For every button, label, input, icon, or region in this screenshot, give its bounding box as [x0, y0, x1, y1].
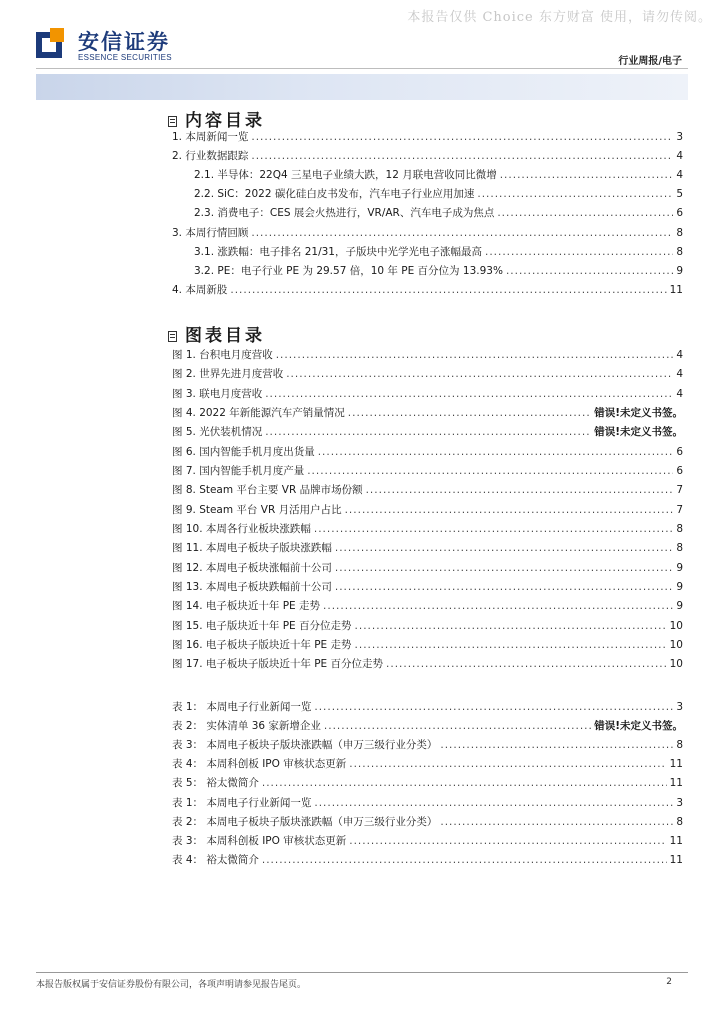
- contents-entry[interactable]: [172, 147, 683, 165]
- figures-entry-label: 图 8. Steam 平台主要 VR 品牌市场份额: [172, 484, 363, 497]
- contents-entry-page: 6: [676, 207, 683, 220]
- figures-entry-label: 图 17. 电子板块子版块近十年 PE 百分位走势: [172, 658, 384, 671]
- figures-entry[interactable]: [172, 617, 683, 635]
- figures-entry-page: 8: [676, 542, 683, 555]
- contents-entry[interactable]: [172, 281, 683, 299]
- contents-entry[interactable]: [194, 243, 683, 261]
- tables-entry[interactable]: [172, 736, 683, 754]
- figures-entry-label: 图 3. 联电月度营收: [172, 387, 263, 400]
- tables-entry-label: 表 5： 裕太微简介: [172, 777, 259, 790]
- contents-entry-page: 11: [669, 283, 683, 296]
- dot-leader: [251, 224, 673, 242]
- figures-entry[interactable]: [172, 636, 683, 654]
- tables-entry-label: 表 3： 本周电子板块子版块涨跌幅（申万三级行业分类）: [172, 739, 438, 752]
- figures-entry-label: 图 9. Steam 平台 VR 月活用户占比: [172, 503, 342, 516]
- figures-entry[interactable]: [172, 578, 683, 596]
- figures-entry-page: 错误!未定义书签。: [594, 406, 683, 419]
- figures-entry-label: 图 10. 本周各行业板块涨跌幅: [172, 522, 311, 535]
- figures-entry-page: 9: [676, 561, 683, 574]
- figures-entry-page: 7: [676, 503, 683, 516]
- header-band: [36, 74, 688, 100]
- tables-entry[interactable]: [172, 851, 683, 869]
- tables-entry-page: 11: [669, 834, 683, 847]
- tables-entry-page: 11: [669, 758, 683, 771]
- tables-entry-page: 11: [669, 777, 683, 790]
- dot-leader: [485, 243, 673, 261]
- figures-entry[interactable]: [172, 423, 683, 441]
- tables-entry-label: 表 1： 本周电子行业新闻一览: [172, 701, 312, 713]
- tables-entry-page: 3: [676, 796, 683, 809]
- contents-entry[interactable]: [194, 204, 683, 222]
- page-number: 2: [666, 977, 672, 987]
- figures-entry-label: 图 11. 本周电子板块子版块涨跌幅: [172, 542, 332, 555]
- figures-entry[interactable]: [172, 443, 683, 461]
- tables-entry-label: 表 2： 实体清单 36 家新增企业: [172, 720, 321, 733]
- figures-title: [168, 321, 265, 346]
- dot-leader: [314, 520, 673, 538]
- dot-leader: [355, 617, 667, 635]
- contents-entry-label: 1. 本周新闻一览: [172, 131, 249, 143]
- figures-entry[interactable]: [172, 539, 683, 557]
- figures-entry-page: 9: [676, 600, 683, 613]
- dot-leader: [262, 851, 667, 869]
- contents-entry[interactable]: [194, 262, 683, 280]
- dot-leader: [440, 736, 673, 754]
- footer-disclaimer: 本报告版权属于安信证券股份有限公司，各项声明请参见报告尾页。: [36, 980, 307, 990]
- figures-entry-label: 图 7. 国内智能手机月度产量: [172, 464, 305, 477]
- tables-entry-label: 表 2： 本周电子板块子版块涨跌幅（申万三级行业分类）: [172, 815, 438, 828]
- figures-entry-page: 10: [669, 619, 683, 632]
- dot-leader: [314, 794, 673, 812]
- header-divider: [36, 68, 688, 69]
- dot-leader: [251, 128, 673, 146]
- tables-entry-label: 表 4： 裕太微简介: [172, 853, 259, 866]
- tables-entry-page: 11: [669, 853, 683, 866]
- figures-entry-page: 8: [676, 522, 683, 535]
- contents-entry[interactable]: [194, 185, 683, 203]
- figures-entry[interactable]: [172, 597, 683, 615]
- figures-entry[interactable]: [172, 404, 683, 422]
- dot-leader: [314, 698, 673, 716]
- dot-leader: [477, 185, 673, 203]
- brand-name-en: ESSENCE SECURITIES: [78, 53, 172, 62]
- contents-entry[interactable]: [172, 224, 683, 242]
- document-icon: [168, 331, 177, 342]
- dot-leader: [307, 462, 673, 480]
- contents-entry-label: 2.1. 半导体：22Q4 三星电子业绩大跌，12 月联电营收同比微增: [194, 169, 497, 182]
- dot-leader: [276, 346, 674, 364]
- figures-entry[interactable]: [172, 559, 683, 577]
- dot-leader: [335, 578, 673, 596]
- figures-entry-label: 图 14. 电子板块近十年 PE 走势: [172, 600, 321, 613]
- figures-entry[interactable]: [172, 501, 683, 519]
- dot-leader: [440, 813, 673, 831]
- contents-entry-page: 3: [676, 131, 683, 143]
- dot-leader: [324, 717, 591, 735]
- contents-entry-page: 9: [676, 264, 683, 277]
- contents-entry-label: 3.1. 涨跌幅：电子排名 21/31，子版块中光学光电子涨幅最高: [194, 245, 482, 258]
- figures-entry-page: 10: [669, 658, 683, 671]
- figures-entry-page: 6: [676, 445, 683, 458]
- contents-entry-label: 3. 本周行情回顾: [172, 226, 249, 239]
- dot-leader: [262, 774, 667, 792]
- tables-entry[interactable]: [172, 774, 683, 792]
- watermark: 本报告仅供 Choice 东方财富 使用，请勿传阅。: [407, 10, 712, 25]
- brand-name-cn: 安信证券: [78, 30, 170, 54]
- contents-entry-page: 5: [676, 188, 683, 201]
- contents-entry[interactable]: [194, 166, 683, 184]
- figures-entry-page: 6: [676, 464, 683, 477]
- dot-leader: [506, 262, 673, 280]
- contents-entry-label: 4. 本周新股: [172, 283, 228, 296]
- brand-logo[interactable]: [36, 26, 216, 66]
- dot-leader: [345, 501, 674, 519]
- figures-entry-label: 图 1. 台积电月度营收: [172, 349, 273, 361]
- figures-entry-label: 图 5. 光伏装机情况: [172, 426, 263, 439]
- contents-entry-label: 2. 行业数据跟踪: [172, 150, 249, 163]
- tables-entry-page: 8: [676, 815, 683, 828]
- brand-logo-icon: [36, 28, 70, 62]
- dot-leader: [251, 147, 673, 165]
- dot-leader: [286, 365, 673, 383]
- figures-entry-label: 图 13. 本周电子板块跌幅前十公司: [172, 580, 332, 593]
- dot-leader: [355, 636, 667, 654]
- dot-leader: [348, 404, 591, 422]
- contents-entry-label: 3.2. PE：电子行业 PE 为 29.57 倍，10 年 PE 百分位为 13.93%: [194, 264, 503, 277]
- dot-leader: [323, 597, 673, 615]
- contents-entry-page: 4: [676, 169, 683, 182]
- figures-entry-page: 错误!未定义书签。: [594, 426, 683, 439]
- figures-entry-page: 10: [669, 638, 683, 651]
- tables-entry-page: 3: [676, 701, 683, 713]
- figures-entry-label: 图 16. 电子板块子版块近十年 PE 走势: [172, 638, 352, 651]
- contents-entry[interactable]: [172, 128, 683, 146]
- dot-leader: [366, 481, 674, 499]
- contents-entry-page: 8: [676, 245, 683, 258]
- figures-entry-label: 图 2. 世界先进月度营收: [172, 368, 284, 381]
- contents-title-text: 内容目录: [185, 111, 265, 131]
- tables-entry[interactable]: [172, 794, 683, 812]
- tables-entry-label: 表 3： 本周科创板 IPO 审核状态更新: [172, 834, 347, 847]
- contents-entry-label: 2.2. SiC：2022 碳化硅白皮书发布，汽车电子行业应用加速: [194, 188, 475, 201]
- dot-leader: [335, 539, 673, 557]
- dot-leader: [318, 443, 674, 461]
- contents-entry-page: 4: [676, 150, 683, 163]
- tables-entry-page: 错误!未定义书签。: [594, 720, 683, 733]
- figures-entry[interactable]: [172, 365, 683, 383]
- figures-entry-page: 7: [676, 484, 683, 497]
- figures-entry-page: 4: [676, 349, 683, 361]
- dot-leader: [335, 559, 673, 577]
- tables-entry-label: 表 1： 本周电子行业新闻一览: [172, 796, 312, 809]
- figures-entry[interactable]: [172, 655, 683, 673]
- tables-entry[interactable]: [172, 832, 683, 850]
- figures-entry[interactable]: [172, 481, 683, 499]
- figures-entry-label: 图 4. 2022 年新能源汽车产销量情况: [172, 406, 345, 419]
- figures-entry-page: 9: [676, 580, 683, 593]
- figures-title-text: 图表目录: [185, 326, 265, 346]
- figures-entry[interactable]: [172, 462, 683, 480]
- tables-entry[interactable]: [172, 698, 683, 716]
- report-category: 行业周报/电子: [618, 56, 682, 67]
- contents-entry-page: 8: [676, 226, 683, 239]
- dot-leader: [349, 755, 666, 773]
- dot-leader: [230, 281, 666, 299]
- contents-entry-label: 2.3. 消费电子：CES 展会火热进行，VR/AR、汽车电子成为焦点: [194, 207, 495, 220]
- figures-entry-label: 图 12. 本周电子板块涨幅前十公司: [172, 561, 332, 574]
- figures-entry-page: 4: [676, 387, 683, 400]
- footer-divider: [36, 972, 688, 973]
- dot-leader: [265, 385, 673, 403]
- figures-entry[interactable]: [172, 385, 683, 403]
- tables-entry[interactable]: [172, 813, 683, 831]
- tables-entry-page: 8: [676, 739, 683, 752]
- document-icon: [168, 116, 177, 127]
- dot-leader: [349, 832, 666, 850]
- dot-leader: [386, 655, 667, 673]
- figures-entry[interactable]: [172, 346, 683, 364]
- tables-entry-label: 表 4： 本周科创板 IPO 审核状态更新: [172, 758, 347, 771]
- dot-leader: [497, 204, 673, 222]
- figures-entry-page: 4: [676, 368, 683, 381]
- figures-entry-label: 图 15. 电子版块近十年 PE 百分位走势: [172, 619, 352, 632]
- figures-entry-label: 图 6. 国内智能手机月度出货量: [172, 445, 315, 458]
- tables-entry[interactable]: [172, 717, 683, 735]
- dot-leader: [265, 423, 591, 441]
- figures-entry[interactable]: [172, 520, 683, 538]
- dot-leader: [500, 166, 674, 184]
- tables-entry[interactable]: [172, 755, 683, 773]
